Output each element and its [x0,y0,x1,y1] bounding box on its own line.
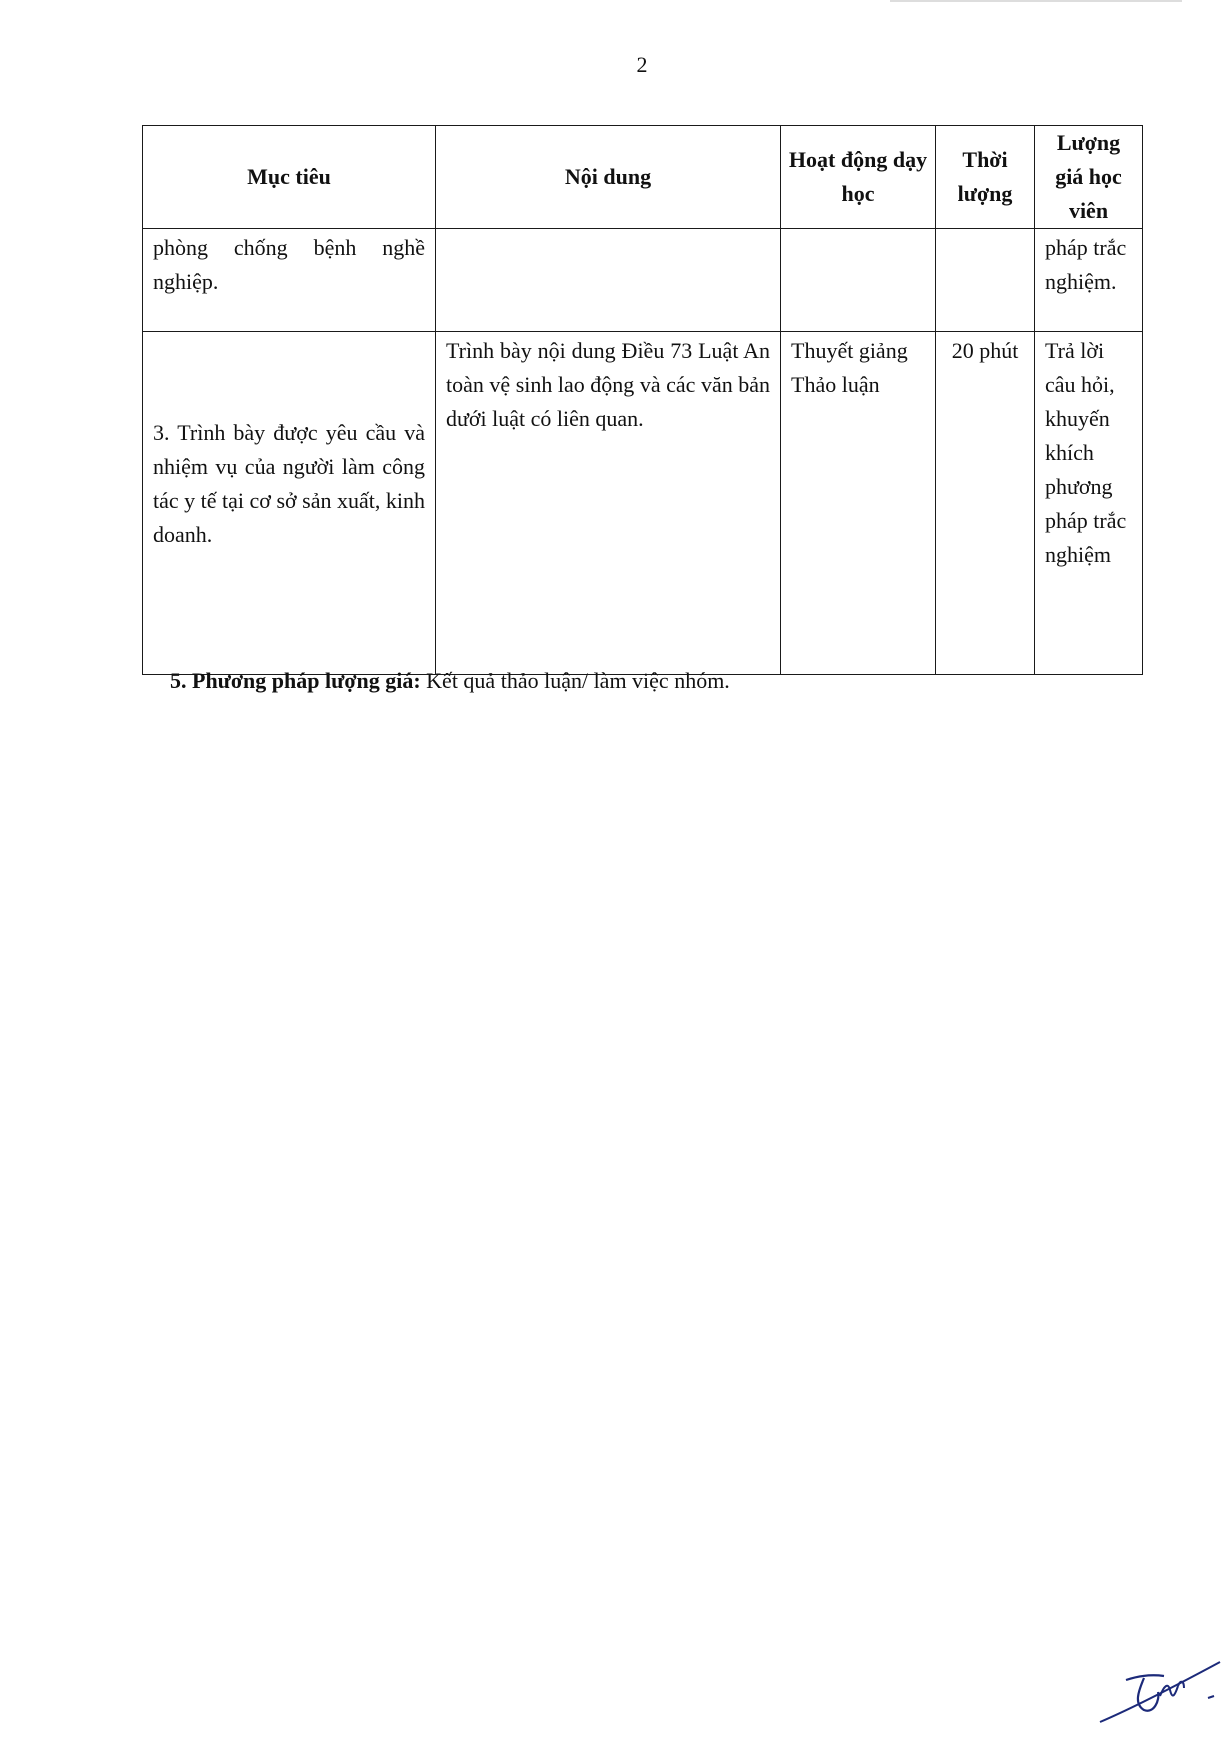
activity-cell [781,332,936,675]
time-cell: 20 phút [936,332,1035,675]
content-cell [436,229,781,332]
activity-discussion: Thảo luận [791,372,880,397]
time-cell [936,229,1035,332]
evaluation-method-text: Kết quả thảo luận/ làm việc nhóm. [420,668,730,693]
header-time: Thời lượng [936,126,1035,229]
evaluation-cell: Trả lời câu hỏi, khuyến khích phương pháp trắc nghiệm [1035,332,1143,675]
scan-edge-mark [890,0,1182,2]
signature-icon [1098,1640,1223,1730]
goal-cell: 3. Trình bày được yêu cầu và nhiệm vụ của người làm công tác y tế tại cơ sở sản xuất, kinh doanh. [143,332,436,675]
header-content: Nội dung [436,126,781,229]
table-row [143,229,1143,332]
table-header-row [143,126,1143,229]
content-cell: Trình bày nội dung Điều 73 Luật An toàn vệ sinh lao động và các văn bản dưới luật có liên quan. [436,332,781,675]
lesson-plan-table [142,125,1143,675]
header-goal: Mục tiêu [143,126,436,229]
evaluation-cell: pháp trắc nghiệm. [1035,229,1143,332]
evaluation-method-line [170,668,730,694]
goal-cell: phòng chống bệnh nghề nghiệp. [143,229,436,332]
evaluation-method-label: 5. Phương pháp lượng giá: [170,668,421,693]
table-row [143,332,1143,675]
activity-lecture: Thuyết giảng [791,338,908,363]
activity-cell [781,229,936,332]
header-evaluation: Lượng giá học viên [1035,126,1143,229]
page-number: 2 [636,52,648,77]
header-activity: Hoạt động dạy học [781,126,936,229]
